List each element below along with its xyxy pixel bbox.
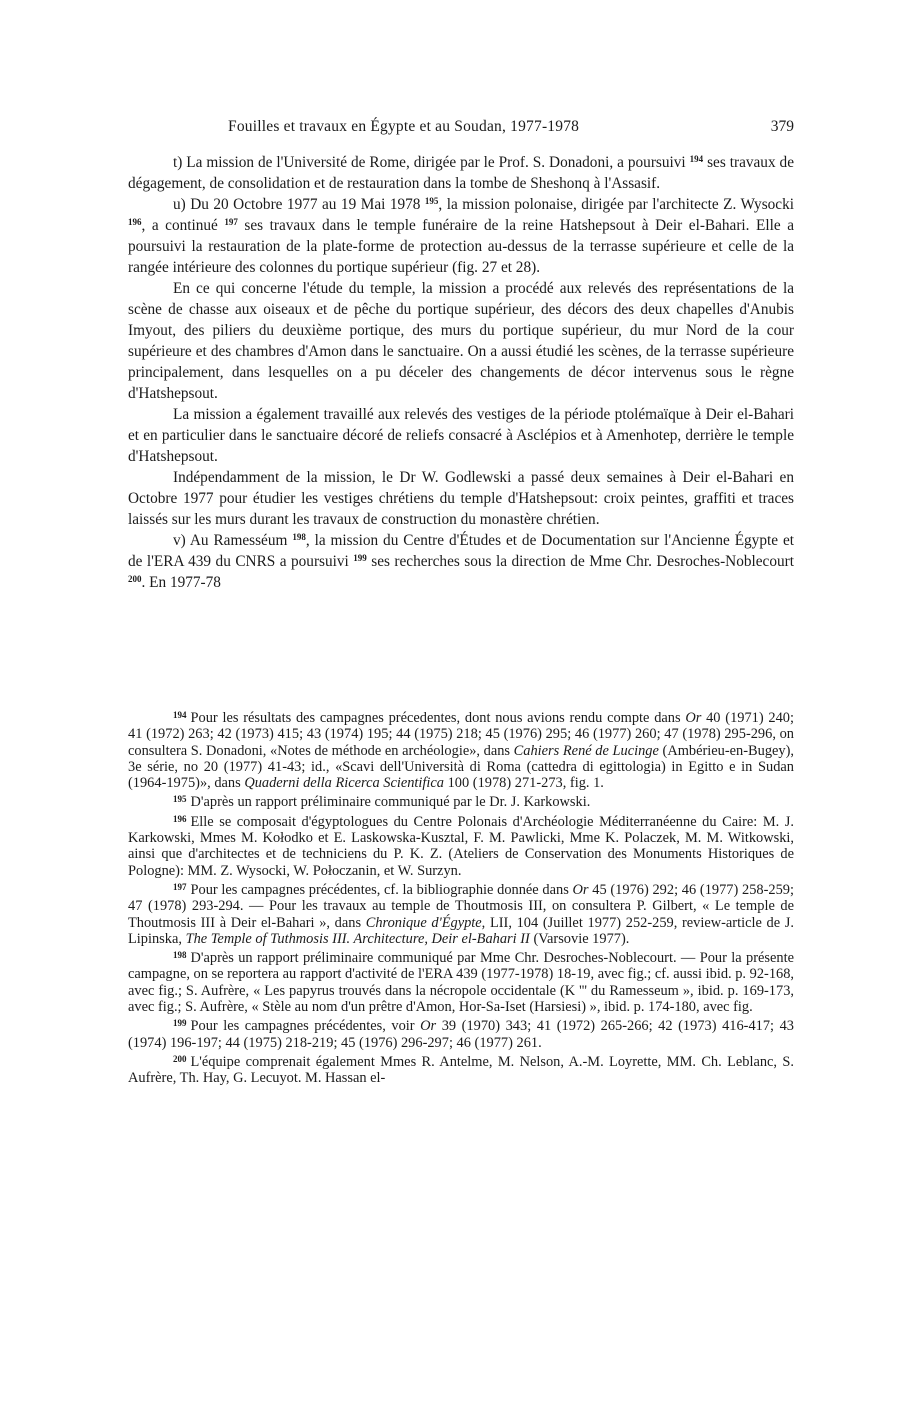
paragraph-godlewski: Indépendamment de la mission, le Dr W. Godlewski a passé deux semaines à Deir el-Bahari en Octobre 1977 pour étudier les vestiges chrétiens du temple d'Hatshepsout: croix peintes, graffiti et traces laissés sur les murs durant les travaux de construction du monastère chrétien. <box>128 469 794 528</box>
footnote-198 <box>128 947 794 1015</box>
paragraph-ptolemaic: La mission a également travaillé aux relevés des vestiges de la période ptolémaïque à Deir el-Bahari et en particulier dans le sanctuaire décoré de reliefs consacré à Asclépios et à Amenhotep, derrière le temple d'Hatshepsout. <box>128 406 794 465</box>
text-run: . En 1977-78 <box>141 574 221 591</box>
footnote-ref: 199 <box>353 553 367 563</box>
footnote-ref: 195 <box>424 196 439 206</box>
text-run: 45 (1976) 292; 46 (1977) 258-259; 47 (1978) 293-294. — Pour les travaux au temple de Thoutmosis III, on consultera P. Gilbert, « Le temple de Thoutmosis III à Deir el-Bahari », dans <box>128 881 794 931</box>
text-run: ses recherches sous la direction de Mme Chr. Desroches-Noblecourt <box>366 553 794 570</box>
journal-title: Chronique d'Égypte <box>365 914 482 931</box>
footnote-number: 197 <box>173 881 187 892</box>
footnote-number: 195 <box>173 794 187 805</box>
paragraph-t <box>128 152 794 194</box>
text-run: v) Au Ramesséum <box>173 532 293 549</box>
paragraph-temple-study: En ce qui concerne l'étude du temple, la mission a procédé aux relevés des représentations de la scène de chasse aux oiseaux et de pêche du portique supérieur, des décors des deux chapelles d'Anubis Imyout, des piliers du deuxième portique, des murs du portique supérieur, du mur Nord de la cour supérieure et des chambres d'Amon dans le sanctuaire. On a aussi étudié les scènes, de la terrasse supérieure principalement, dans lesquelles on a pu déceler des changements de décor intervenus sous le règne d'Hatshepsout. <box>128 280 794 402</box>
footnote-ref: 198 <box>292 532 306 542</box>
text-run: u) Du 20 Octobre 1977 au 19 Mai 1978 <box>173 196 425 213</box>
footnote-ref: 197 <box>224 217 238 227</box>
text-run: 40 (1971) 240; 41 (1972) 263; 42 (1973) 415; 43 (1974) 195; 44 (1975) 218; 45 (1976) 295; 46 (1977) 260; 47 (1978) 295-296, on consultera S. Donadoni, «Notes de méthode en archéologie», dans <box>128 710 794 759</box>
text-run: ses travaux dans le temple funéraire de la reine Hatshepsout à Deir el-Bahari. Elle a poursuivi la restauration de la plate-forme de protection au-dessus de la terrasse supérieure et celle de la rangée intérieure des colonnes du portique supérieur (fig. 27 et 28). <box>128 217 794 276</box>
footnote-194 <box>128 707 794 791</box>
text-run: 39 (1970) 343; 41 (1972) 265-266; 42 (1973) 416-417; 43 (1974) 196-197; 44 (1975) 218-219; 45 (1976) 296-297; 46 (1977) 261. <box>128 1018 794 1051</box>
text-run: L'équipe comprenait également Mmes R. Antelme, M. Nelson, A.-M. Loyrette, MM. Ch. Leblanc, S. Aufrère, Th. Hay, G. Lecuyot. M. Hassan el- <box>128 1053 794 1087</box>
main-text <box>128 152 794 593</box>
text-run: , la mission polonaise, dirigée par l'architecte Z. Wysocki <box>438 196 794 213</box>
footnote-ref: 196 <box>128 217 142 227</box>
journal-abbrev: Or <box>572 881 589 898</box>
footnote-196 <box>128 811 794 879</box>
running-title: Fouilles et travaux en Égypte et au Soudan, 1977-1978 <box>228 118 580 135</box>
text-run: (Varsovie 1977). <box>529 930 630 947</box>
footnote-200 <box>128 1051 794 1087</box>
paragraph-u <box>128 194 794 278</box>
footnote-number: 199 <box>173 1018 187 1029</box>
text-run: Pour les campagnes précédentes, cf. la bibliographie donnée dans <box>190 881 573 898</box>
text-run: D'après un rapport préliminaire communiqué par Mme Chr. Desroches-Noblecourt. — Pour la présente campagne, on se reportera au rapport d'activité de l'ERA 439 (1977-1978) 18-19, avec fig.; cf. aussi ibid. p. 92-168, avec fig.; S. Aufrère, « Les papyrus trouvés dans la nécropole occidentale (K ''' du Ramesseum », ibid. p. 169-173, avec fig.; S. Aufrère, « Stèle au nom d'un prêtre d'Amon, Hor-Sa-Iset (Harsiesi) », ibid. p. 174-180, avec fig. <box>128 950 794 1016</box>
text-run: D'après un rapport préliminaire communiqué par le Dr. J. Karkowski. <box>190 794 591 811</box>
journal-abbrev: Or <box>420 1018 437 1035</box>
page-number: 379 <box>770 118 794 135</box>
text-run: Pour les résultats des campagnes précedentes, dont nous avions rendu compte dans <box>190 710 686 726</box>
footnote-number: 196 <box>173 813 187 824</box>
text-run: , a continué <box>141 217 225 234</box>
footnote-number: 194 <box>173 710 187 720</box>
footnote-ref: 194 <box>689 154 704 164</box>
text-run: (Ambérieu-en-Bugey), 3e série, no 20 (1977) 41-43; id., «Scavi dell'Università di Roma (cattedra di egittologia) in Egitto e in Sudan (1964-1975)», dans <box>128 742 794 792</box>
text-run: Pour les campagnes précédentes, voir <box>190 1018 421 1035</box>
footnote-195 <box>128 791 794 810</box>
footnote-number: 200 <box>173 1053 187 1064</box>
footnotes <box>128 707 794 1087</box>
book-title: The Temple of Tuthmosis III. Architecture, Deir el-Bahari II <box>185 930 530 947</box>
text-run: , LII, 104 (Juillet 1977) 252-259, review-article de J. Lipinska, <box>128 914 795 947</box>
journal-title: Cahiers René de Lucinge <box>513 742 659 759</box>
journal-abbrev: Or <box>685 710 702 726</box>
footnote-197 <box>128 879 794 947</box>
footnote-ref: 200 <box>128 574 142 584</box>
text-run: , la mission du Centre d'Études et de Documentation sur l'Ancienne Égypte et de l'ERA 439 du CNRS a poursuivi <box>128 532 794 570</box>
footnote-number: 198 <box>173 950 187 961</box>
footnote-199 <box>128 1015 794 1051</box>
text-run: Elle se composait d'égyptologues du Centre Polonais d'Archéologie Méditerranéenne du Caire: M. J. Karkowski, Mmes M. Kołodko et E. Laskowska-Kusztal, F. M. Pawlicki, Mme K. Polaczek, M. M. Witkowski, ainsi que d'architectes et de techniciens du P. K. Z. (Ateliers de Conservation des Monuments Historiques de Pologne): MM. Z. Wysocki, W. Połoczanin, et W. Surzyn. <box>128 813 794 879</box>
journal-title: Quaderni della Ricerca Scientifica <box>244 775 444 792</box>
paragraph-v <box>128 530 794 593</box>
running-header <box>128 118 794 140</box>
text-run: 100 (1978) 271-273, fig. 1. <box>444 775 604 792</box>
text-run: t) La mission de l'Université de Rome, dirigée par le Prof. S. Donadoni, a poursuivi <box>173 154 690 171</box>
text-run: ses travaux de dégagement, de consolidation et de restauration dans la tombe de Sheshonq à l'Assasif. <box>128 154 794 192</box>
